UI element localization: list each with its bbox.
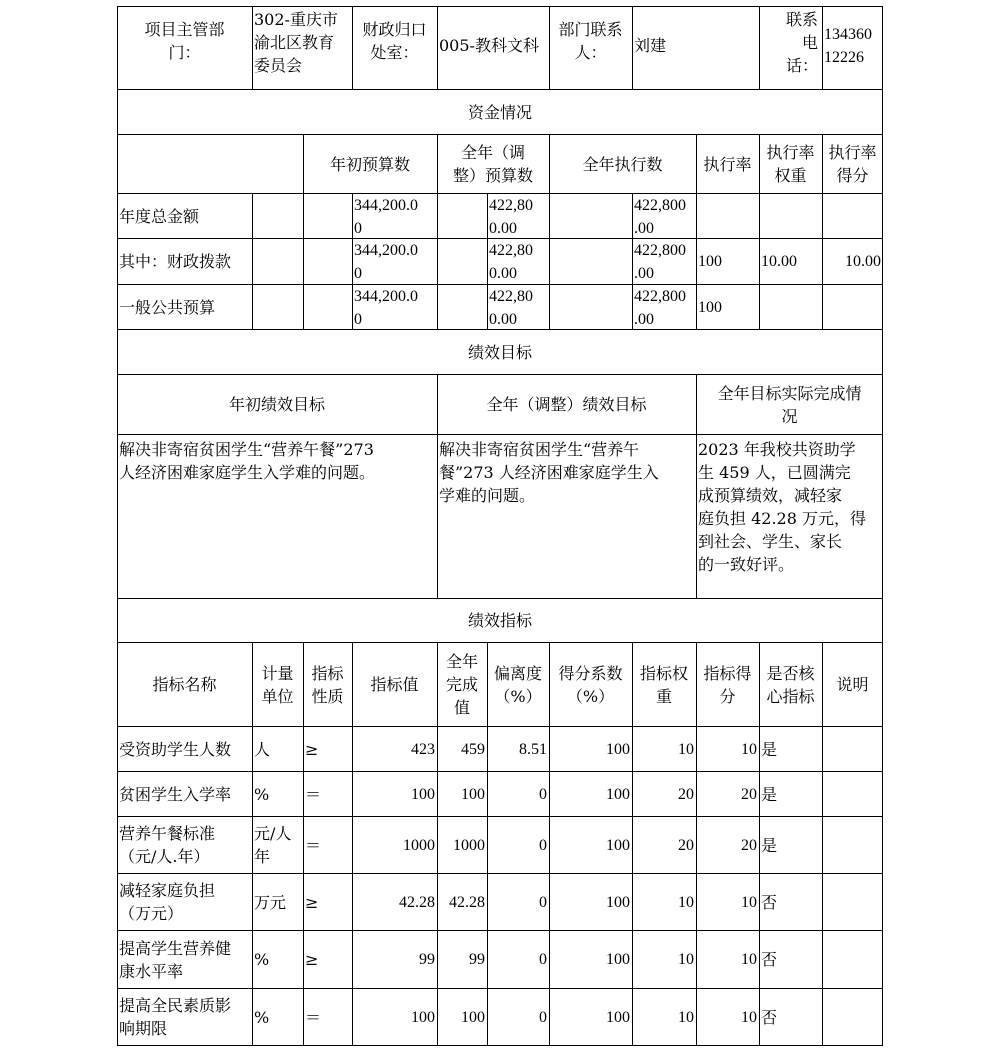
indicator-target-cell: 1000 bbox=[403, 836, 435, 854]
indicator-core-cell: 是 bbox=[761, 784, 778, 804]
funds-row-weight: 10.00 bbox=[761, 253, 797, 270]
phone-value: 134360 12226 bbox=[824, 26, 872, 66]
indicator-target-cell: 42.28 bbox=[399, 893, 435, 911]
funds-row-executed: 422,800 .00 bbox=[634, 288, 686, 328]
funds-row-adjusted: 422,80 0.00 bbox=[489, 197, 533, 237]
indicator-nature-cell: ＝ bbox=[305, 1007, 322, 1027]
indicator-unit-cell: % bbox=[254, 950, 270, 969]
border-bottom bbox=[117, 1045, 883, 1046]
indicator-score-cell: 10 bbox=[741, 1008, 757, 1026]
ind-col-note: 说明 bbox=[836, 675, 869, 694]
indicator-actual-cell: 100 bbox=[461, 1008, 485, 1026]
funds-col-score: 执行率 得分 bbox=[828, 143, 877, 185]
indicator-unit-cell: % bbox=[254, 784, 270, 804]
indicator-coef-cell: 100 bbox=[606, 836, 630, 854]
indicator-coef-cell: 100 bbox=[606, 893, 630, 911]
indicator-weight-cell: 20 bbox=[678, 836, 694, 854]
funds-row-weight bbox=[759, 285, 822, 329]
indicator-name-cell: 贫困学生入学率 bbox=[119, 784, 232, 804]
grid-h bbox=[117, 434, 883, 435]
indicator-score-cell: 10 bbox=[741, 951, 757, 968]
ind-col-target: 指标值 bbox=[370, 675, 419, 694]
indicator-target-cell: 99 bbox=[419, 951, 435, 968]
ind-col-nature: 指标 性质 bbox=[311, 663, 344, 706]
indicator-note-cell bbox=[822, 989, 883, 1045]
indicator-name-cell: 减轻家庭负担 （万元） bbox=[119, 881, 216, 923]
funds-row-weight bbox=[759, 194, 822, 238]
indicator-weight-cell: 10 bbox=[678, 893, 694, 911]
funds-row-score bbox=[822, 194, 883, 238]
indicator-actual-cell: 42.28 bbox=[449, 893, 485, 911]
indicator-actual-cell: 99 bbox=[469, 951, 485, 968]
ind-col-score: 指标得 分 bbox=[703, 663, 752, 706]
ind-col-actual: 全年 完成 值 bbox=[445, 652, 478, 717]
funds-row-rate: 100 bbox=[698, 298, 722, 316]
performance-table bbox=[117, 6, 883, 1046]
indicator-unit-cell: 人 bbox=[254, 739, 271, 759]
indicators-section-title: 绩效指标 bbox=[467, 611, 532, 630]
indicator-unit-cell: 万元 bbox=[254, 892, 287, 912]
indicator-actual-cell: 100 bbox=[461, 785, 485, 803]
indicator-score-cell: 10 bbox=[741, 740, 757, 758]
funds-col-adjusted: 全年（调 整）预算数 bbox=[452, 143, 533, 185]
indicator-note-cell bbox=[822, 931, 883, 988]
funds-row-label: 年度总金额 bbox=[119, 206, 200, 226]
indicator-target-cell: 423 bbox=[411, 740, 435, 758]
funds-row-score bbox=[822, 285, 883, 329]
goals-col-initial: 年初绩效目标 bbox=[228, 395, 325, 414]
grid-v bbox=[252, 193, 253, 329]
funds-col-executed: 全年执行数 bbox=[582, 154, 663, 174]
funds-col-weight: 执行率 权重 bbox=[766, 143, 815, 185]
indicator-score-cell: 20 bbox=[741, 836, 757, 854]
ind-col-core: 是否核 心指标 bbox=[766, 663, 815, 706]
ind-col-name: 指标名称 bbox=[152, 675, 217, 694]
indicator-note-cell bbox=[822, 817, 883, 873]
indicator-coef-cell: 100 bbox=[606, 951, 630, 968]
finance-value: 005-教科文科 bbox=[439, 36, 539, 55]
indicator-note-cell bbox=[822, 772, 883, 816]
funds-row-adjusted: 422,80 0.00 bbox=[489, 242, 533, 282]
indicator-unit-cell: 元/人 年 bbox=[254, 824, 292, 866]
indicator-nature-cell: ＝ bbox=[305, 835, 322, 855]
indicator-core-cell: 是 bbox=[761, 739, 778, 759]
funds-row-rate bbox=[696, 194, 759, 238]
phone-label: 联系 电 话： bbox=[785, 10, 818, 75]
indicator-coef-cell: 100 bbox=[606, 740, 630, 758]
indicator-nature-cell: ≥ bbox=[305, 892, 319, 912]
indicator-score-cell: 10 bbox=[741, 893, 757, 911]
border-top bbox=[117, 6, 883, 7]
funds-row-executed: 422,800 .00 bbox=[634, 242, 686, 282]
indicator-unit-cell: % bbox=[254, 1007, 270, 1027]
indicator-note-cell bbox=[822, 727, 883, 771]
contact-label: 部门联系 人： bbox=[558, 20, 623, 62]
indicator-name-cell: 提高全民素质影 响期限 bbox=[119, 996, 232, 1038]
goals-col-actual: 全年目标实际完成情 况 bbox=[717, 383, 862, 426]
funds-row-initial: 344,200.0 0 bbox=[354, 288, 418, 328]
indicator-nature-cell: ≥ bbox=[305, 950, 319, 969]
ind-col-coef: 得分系数 （%） bbox=[558, 663, 623, 706]
funds-row-initial: 344,200.0 0 bbox=[354, 197, 418, 237]
funds-row-rate: 100 bbox=[698, 253, 722, 270]
finance-label: 财政归口 处室： bbox=[362, 20, 427, 62]
goals-section-title: 绩效目标 bbox=[467, 342, 532, 362]
indicator-target-cell: 100 bbox=[411, 1008, 435, 1026]
indicator-coef-cell: 100 bbox=[606, 785, 630, 803]
indicator-deviation-cell: 0 bbox=[539, 785, 547, 803]
indicator-weight-cell: 10 bbox=[678, 951, 694, 968]
funds-row-initial: 344,200.0 0 bbox=[354, 242, 418, 282]
funds-col-initial: 年初预算数 bbox=[329, 154, 410, 174]
indicator-target-cell: 100 bbox=[411, 785, 435, 803]
ind-col-weight: 指标权 重 bbox=[639, 663, 688, 706]
indicator-weight-cell: 10 bbox=[678, 1008, 694, 1026]
indicator-deviation-cell: 0 bbox=[539, 951, 547, 968]
indicator-note-cell bbox=[822, 874, 883, 930]
goals-initial-text: 解决非寄宿贫困学生“营养午餐”273 人经济困难家庭学生入学难的问题。 bbox=[119, 440, 376, 482]
funds-col-rate: 执行率 bbox=[703, 154, 752, 174]
contact-value: 刘建 bbox=[634, 36, 667, 55]
indicator-core-cell: 否 bbox=[761, 1007, 778, 1027]
indicator-deviation-cell: 0 bbox=[539, 893, 547, 911]
indicator-coef-cell: 100 bbox=[606, 1008, 630, 1026]
funds-row-executed: 422,800 .00 bbox=[634, 197, 686, 237]
indicator-weight-cell: 10 bbox=[678, 740, 694, 758]
indicator-name-cell: 营养午餐标准 （元/人.年） bbox=[119, 824, 216, 866]
goals-col-adjusted: 全年（调整）绩效目标 bbox=[486, 395, 647, 414]
indicator-deviation-cell: 8.51 bbox=[519, 740, 547, 758]
funds-row-label: 一般公共预算 bbox=[119, 297, 216, 317]
indicator-actual-cell: 1000 bbox=[453, 836, 485, 854]
funds-row-label: 其中：财政拨款 bbox=[119, 252, 232, 271]
indicator-core-cell: 否 bbox=[761, 892, 778, 912]
indicator-core-cell: 否 bbox=[761, 950, 778, 969]
dept-label: 项目主管部 门： bbox=[144, 20, 225, 62]
indicator-name-cell: 提高学生营养健 康水平率 bbox=[119, 938, 232, 981]
funds-section-title: 资金情况 bbox=[467, 102, 532, 122]
indicator-score-cell: 20 bbox=[741, 785, 757, 803]
indicator-deviation-cell: 0 bbox=[539, 836, 547, 854]
dept-value: 302-重庆市 渝北区教育 委员会 bbox=[254, 10, 338, 75]
indicator-weight-cell: 20 bbox=[678, 785, 694, 803]
indicator-deviation-cell: 0 bbox=[539, 1008, 547, 1026]
funds-row-score: 10.00 bbox=[845, 253, 881, 270]
indicator-actual-cell: 459 bbox=[461, 740, 485, 758]
goals-actual-text: 2023 年我校共资助学 生 459 人，已圆满完 成预算绩效，减轻家 庭负担 42.28 万元，得 到社会、学生、家长 的一致好评。 bbox=[698, 440, 866, 574]
ind-col-deviation: 偏离度 （%） bbox=[493, 663, 542, 706]
funds-row-adjusted: 422,80 0.00 bbox=[489, 288, 533, 328]
indicator-name-cell: 受资助学生人数 bbox=[119, 739, 232, 759]
goals-adjusted-text: 解决非寄宿贫困学生“营养午 餐”273 人经济困难家庭学生入 学难的问题。 bbox=[439, 440, 659, 505]
indicator-nature-cell: ≥ bbox=[305, 739, 319, 759]
indicator-nature-cell: ＝ bbox=[305, 784, 322, 804]
ind-col-unit: 计量 单位 bbox=[261, 663, 294, 706]
indicator-core-cell: 是 bbox=[761, 835, 778, 855]
